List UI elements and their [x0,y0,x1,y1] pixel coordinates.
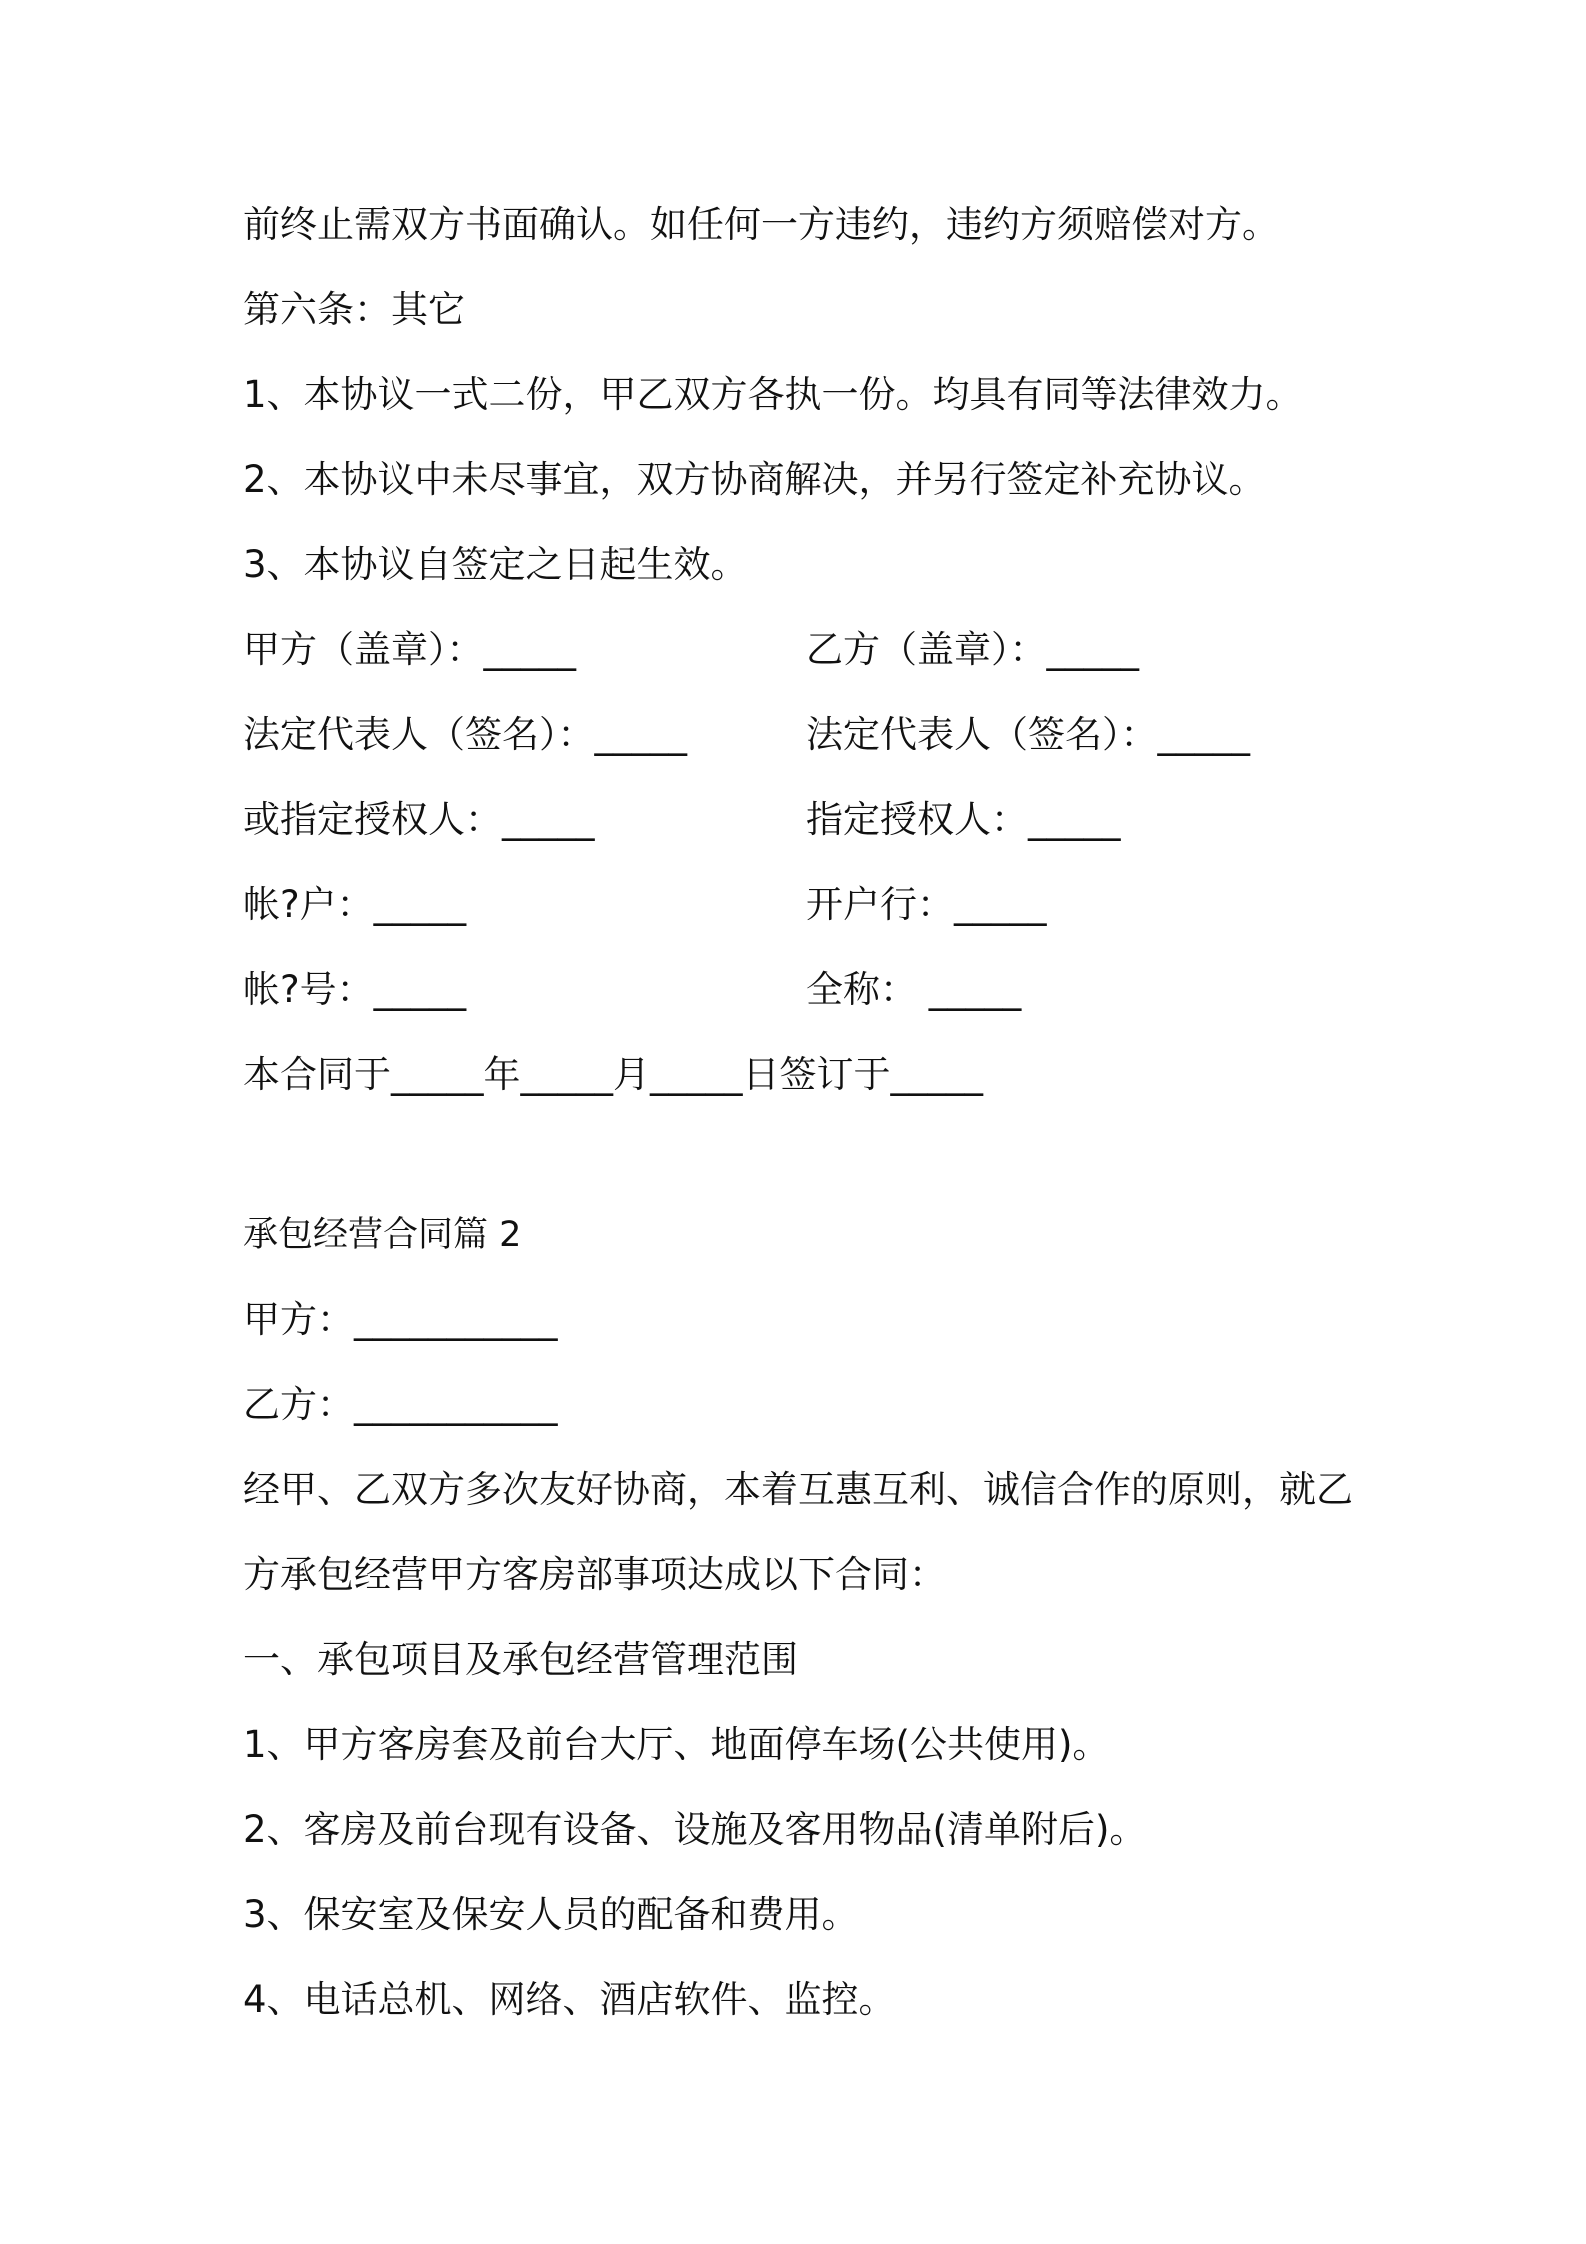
contract-2-intro-line-2: 方承包经营甲方客房部事项达成以下合同： [243,1553,946,1596]
signature-row-number [243,965,1393,1015]
contract-2-intro-line-1: 经甲、乙双方多次友好协商，本着互惠互利、诚信合作的原则，就乙 [243,1468,1353,1511]
scope-item-3: 3、保安室及保安人员的配备和费用。 [243,1893,859,1936]
party-b-representative: 法定代表人（签名）：_____ [806,713,1250,756]
party-a-representative: 法定代表人（签名）：_____ [243,713,687,756]
party-b-bank: 开户行：_____ [806,883,1047,926]
signing-date-line: 本合同于_____年_____月_____日签订于_____ [243,1053,983,1096]
signature-row-account [243,880,1393,930]
party-b-full-name: 全称： _____ [806,968,1022,1011]
article-six-heading: 第六条：其它 [243,288,465,331]
section-1-heading: 一、承包项目及承包经营管理范围 [243,1638,798,1681]
signature-row-representative [243,710,1393,760]
party-a-account-name: 帐?户：_____ [243,883,467,926]
signature-row-seal [243,625,1393,675]
contract-2-party-b: 乙方：___________ [243,1383,558,1426]
clause-unresolved-matters: 2、本协议中未尽事宜，双方协商解决，并另行签定补充协议。 [243,458,1266,501]
party-a-agent: 或指定授权人：_____ [243,798,595,841]
contract-2-title: 承包经营合同篇 2 [243,1215,522,1255]
clause-copies: 1、本协议一式二份，甲乙双方各执一份。均具有同等法律效力。 [243,373,1303,416]
scope-item-1: 1、甲方客房套及前台大厅、地面停车场(公共使用)。 [243,1723,1110,1766]
scope-item-2: 2、客房及前台现有设备、设施及客用物品(清单附后)。 [243,1808,1147,1851]
signature-row-agent [243,795,1393,845]
party-a-account-number: 帐?号：_____ [243,968,467,1011]
party-b-agent: 指定授权人：_____ [806,798,1121,841]
clause-effective: 3、本协议自签定之日起生效。 [243,543,748,586]
scope-item-4: 4、电话总机、网络、酒店软件、监控。 [243,1978,896,2021]
contract-2-party-a: 甲方：___________ [243,1298,558,1341]
termination-clause: 前终止需双方书面确认。如任何一方违约，违约方须赔偿对方。 [243,203,1279,246]
party-b-seal: 乙方（盖章）：_____ [806,628,1139,671]
party-a-seal: 甲方（盖章）：_____ [243,628,576,671]
